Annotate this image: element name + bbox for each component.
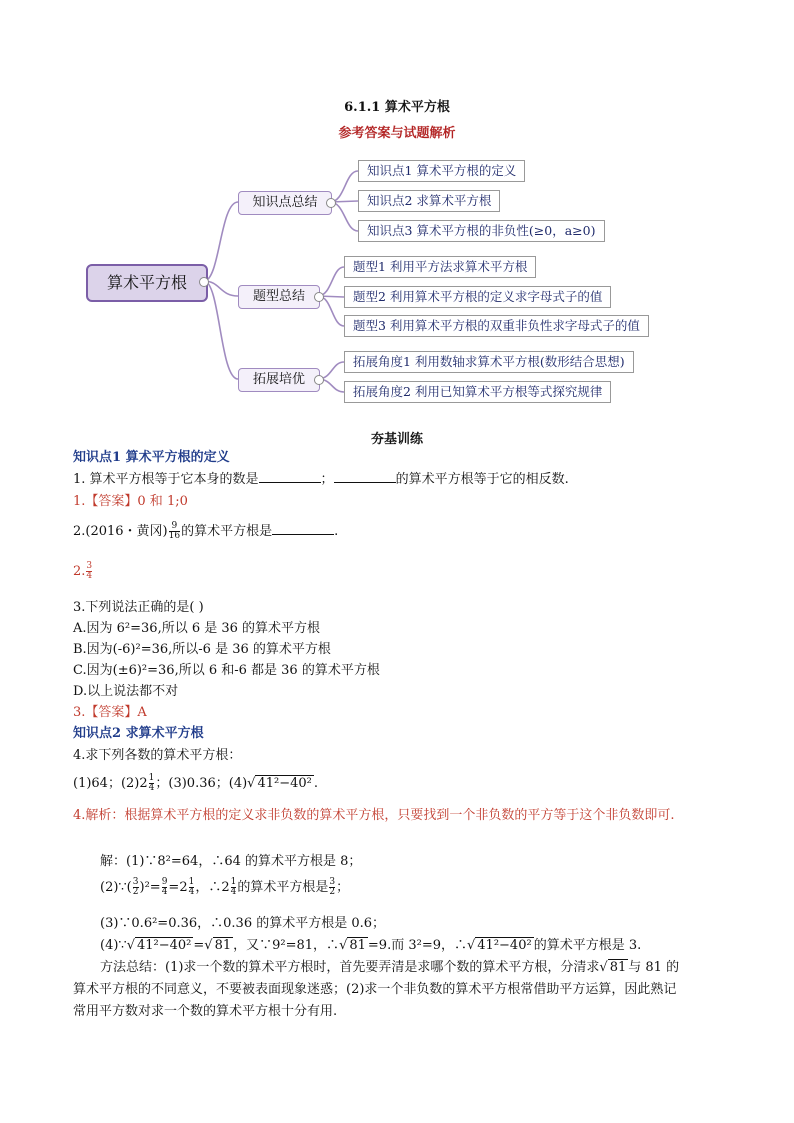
mindmap-leaf: 拓展角度2 利用已知算术平方根等式探究规律 [344, 381, 611, 403]
knowledge-heading: 知识点1 算术平方根的定义 [73, 450, 230, 465]
collapse-icon[interactable] [314, 375, 324, 385]
mindmap-leaf: 题型3 利用算术平方根的双重非负性求字母式子的值 [344, 315, 649, 337]
analysis-4: 4.解析：根据算术平方根的定义求非负数的算术平方根，只要找到一个非负数的平方等于这个非负数即可. [73, 808, 675, 823]
page-subtitle: 参考答案与试题解析 [338, 126, 456, 141]
answer-2: 2. $\frac{3}{4}$ [73, 561, 93, 581]
answer-blank [272, 522, 334, 535]
method-summary: 算术平方根的不同意义，不要被表面现象迷惑；(2)求一个非负数的算术平方根常借助平方运算，因此熟记 [73, 982, 677, 997]
collapse-icon[interactable] [199, 277, 209, 287]
question-4-stem: 4.求下列各数的算术平方根： [73, 748, 242, 763]
collapse-icon[interactable] [314, 292, 324, 302]
method-summary: 常用平方数对求一个数的算术平方根十分有用. [73, 1004, 338, 1019]
section-title: 夯基训练 [370, 432, 423, 447]
answer-blank [334, 470, 396, 483]
question-2: 2.(2016・黄冈) $\frac{9}{16}$ 的算术平方根是 . [73, 521, 339, 541]
mindmap-leaf: 知识点2 求算术平方根 [358, 190, 500, 212]
mindmap-root: 算术平方根 [86, 264, 208, 302]
mindmap-leaf: 题型1 利用平方法求算术平方根 [344, 256, 536, 278]
mindmap-leaf: 拓展角度1 利用数轴求算术平方根(数形结合思想) [344, 351, 634, 373]
answer-blank [259, 470, 321, 483]
question-1: 1. 算术平方根等于它本身的数是 ； 的算术平方根等于它的相反数. [73, 472, 569, 487]
page-title: 6.1.1 算术平方根 [344, 100, 450, 115]
fraction: $\frac{9}{16}$ [168, 521, 181, 541]
option-b: B.因为(-6)²=36,所以-6 是 36 的算术平方根 [73, 642, 331, 657]
collapse-icon[interactable] [326, 198, 336, 208]
answer-3: 3.【答案】A [73, 705, 147, 720]
question-4-items: (1)64；(2)2 $\frac{1}{4}$ ；(3)0.36；(4)√ 41²−40² . [73, 773, 319, 793]
question-3-stem: 3.下列说法正确的是( ) [73, 600, 204, 615]
mindmap-leaf: 题型2 利用算术平方根的定义求字母式子的值 [344, 286, 611, 308]
radicand: 41²−40² [257, 776, 312, 791]
mindmap-leaf: 知识点1 算术平方根的定义 [358, 160, 525, 182]
answer-1: 1.【答案】0 和 1;0 [73, 494, 188, 509]
option-d: D.以上说法都不对 [73, 684, 179, 699]
option-c: C.因为(±6)²=36,所以 6 和-6 都是 36 的算术平方根 [73, 663, 380, 678]
mindmap-category: 知识点总结 [238, 191, 332, 215]
knowledge-heading: 知识点2 求算术平方根 [73, 726, 204, 741]
solution-line: (4)∵√ 41²−40² =√ 81 ，又∵9²=81，∴√ 81 =9.而 3²=9，∴√ 41²−40² 的算术平方根是 3. [100, 938, 642, 953]
option-a: A.因为 6²=36,所以 6 是 36 的算术平方根 [73, 621, 321, 636]
solution-line: 解：(1)∵8²=64，∴64 的算术平方根是 8； [100, 854, 362, 869]
solution-line: (3)∵0.6²=0.36，∴0.36 的算术平方根是 0.6； [100, 916, 386, 931]
mindmap-category: 拓展培优 [238, 368, 320, 392]
fraction: $\frac{1}{4}$ [148, 773, 155, 793]
mindmap-category: 题型总结 [238, 285, 320, 309]
mindmap-leaf: 知识点3 算术平方根的非负性(≥0，a≥0) [358, 220, 605, 242]
fraction: $\frac{3}{4}$ [86, 561, 93, 581]
method-summary: 方法总结：(1)求一个数的算术平方根时，首先要弄清是求哪个数的算术平方根，分清求√ 81 与 81 的 [100, 960, 680, 975]
solution-line: (2)∵( $\frac{3}{2}$ )²= $\frac{9}{4}$ =2 $\frac{1}{4}$ ，∴2 $\frac{1}{4}$ 的算术平方根是 $\frac{3}{2}$ ； [100, 877, 350, 897]
